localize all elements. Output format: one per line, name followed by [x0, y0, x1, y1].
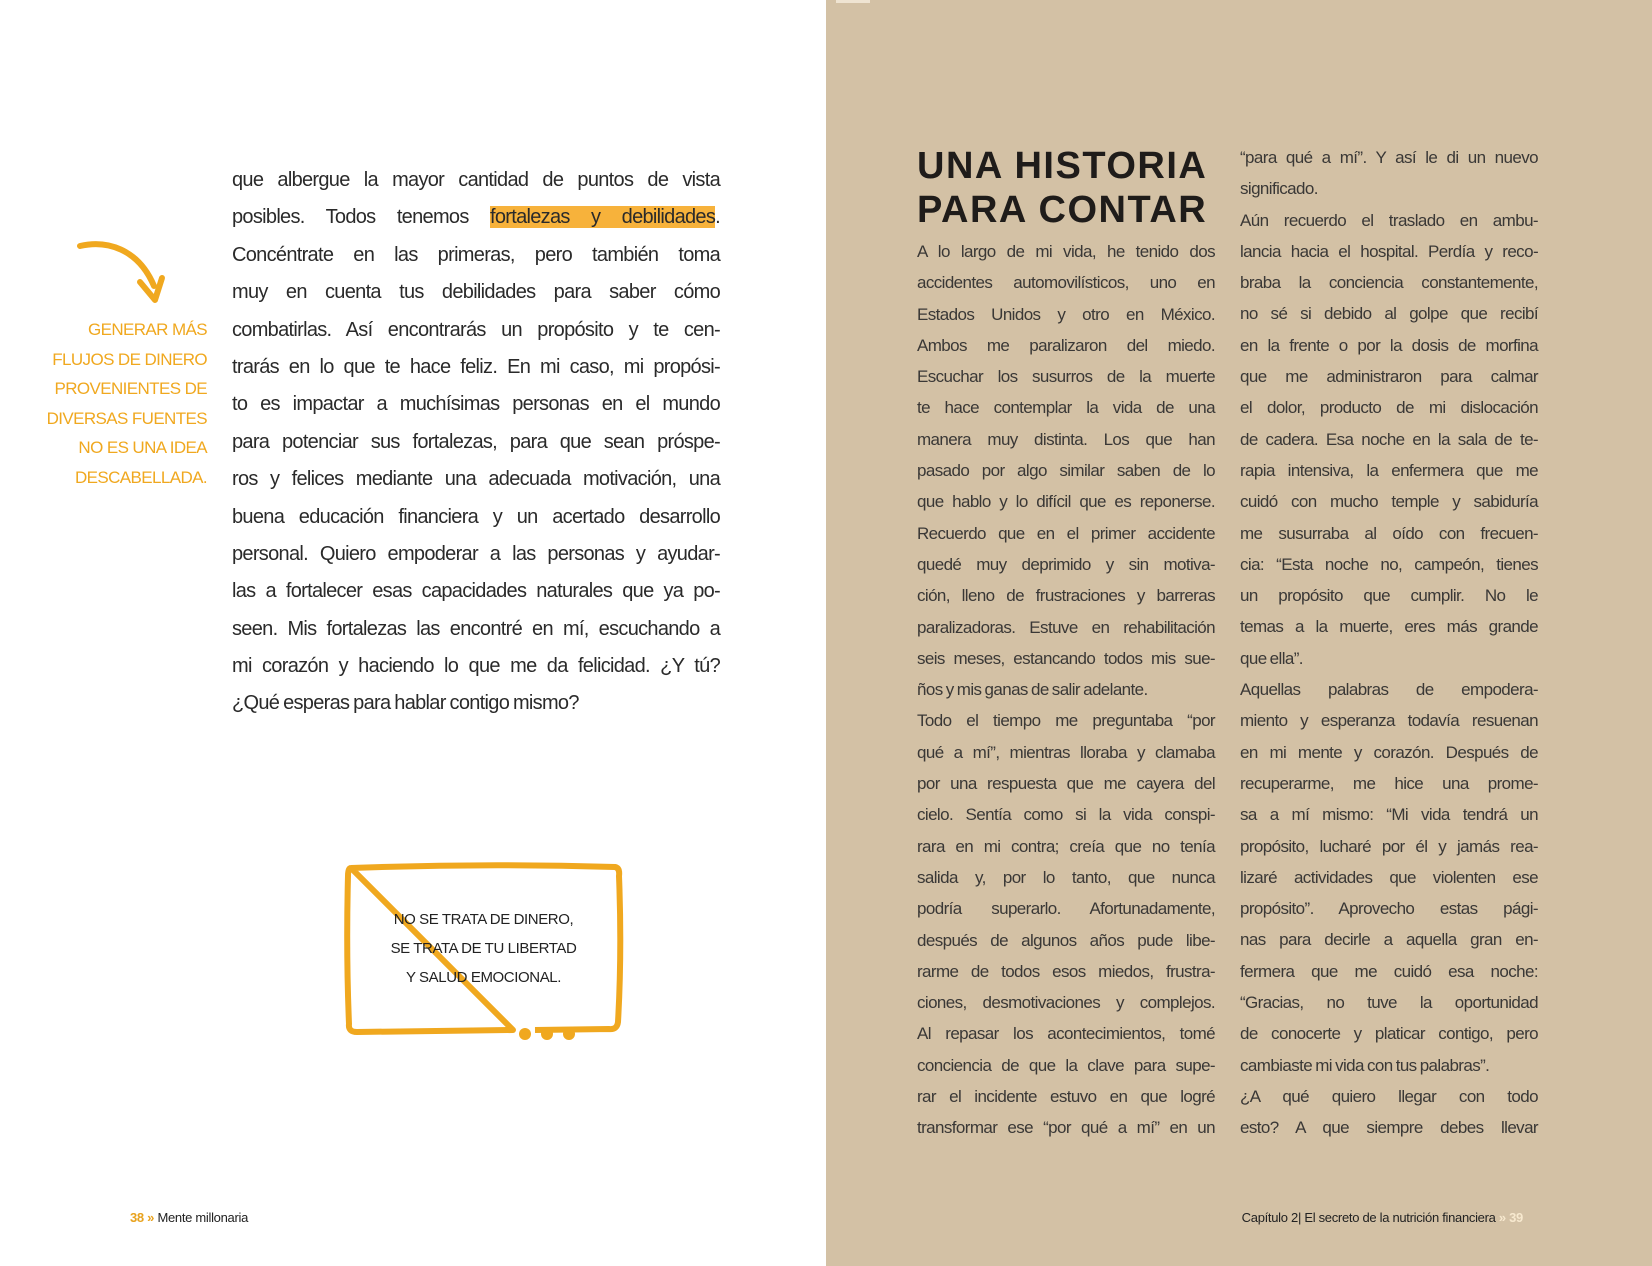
text-line: [232, 162, 720, 199]
quote-line: DIVERSAS FUENTES: [46, 408, 207, 428]
text-line: propósito”. Aprovecho estas pági-: [1240, 899, 1538, 919]
text-line: después de algunos años pude libe-: [917, 930, 1215, 950]
text-line: podría superarlo. Afortunadamente,: [917, 899, 1215, 919]
text-line: rar el incidente estuvo en que logré: [917, 1087, 1215, 1107]
text-line: [232, 274, 720, 311]
line-text: trarás en lo que te hace feliz. En mi caso, mi propósi-: [232, 355, 720, 378]
text-line: Ambos me paralizaron del miedo.: [917, 335, 1215, 355]
text-line: rapia intensiva, la enfermera que me: [1240, 460, 1538, 480]
text-line: salida y, por lo tanto, que nunca: [917, 867, 1215, 887]
text-line: [232, 424, 720, 461]
text-line: “Gracias, no tuve la oportunidad: [1240, 993, 1538, 1013]
dot-icon: [541, 1028, 553, 1040]
text-line: transformar ese “por qué a mí” en un: [917, 1118, 1215, 1138]
text-line: de conocerte y platicar contigo, pero: [1240, 1024, 1538, 1044]
text-line: Recuerdo que en el primer accidente: [917, 523, 1215, 543]
text-line: [232, 573, 720, 610]
text-line: recuperarme, me hice una prome-: [1240, 773, 1538, 793]
quote-line: FLUJOS DE DINERO: [52, 349, 207, 369]
text-line: por una respuesta que me cayera del: [917, 774, 1215, 794]
quote-line: NO ES UNA IDEA: [78, 438, 207, 457]
line-text: mi corazón y haciendo lo que me da felicidad. ¿Y tú?: [232, 655, 720, 678]
line-text: que albergue la mayor cantidad de puntos de vista: [232, 169, 720, 191]
text-line: te hace contemplar la vida de una: [917, 398, 1215, 418]
text-line: propósito, lucharé por él y jamás rea-: [1240, 836, 1538, 856]
quote-line: DESCABELLADA.: [74, 467, 207, 487]
text-line: de cadera. Esa noche en la sala de te-: [1240, 429, 1538, 449]
text-line: [232, 461, 720, 498]
text-line: quedé muy deprimido y sin motiva-: [917, 554, 1215, 574]
text-line: pasado por algo similar saben de lo: [917, 461, 1215, 481]
text-line: un propósito que cumplir. No le: [1240, 586, 1538, 606]
line-text: Concéntrate en las primeras, pero también toma: [232, 243, 720, 266]
text-line: cielo. Sentía como si la vida conspi-: [917, 805, 1215, 825]
text-line: [232, 312, 720, 349]
line-text: muy en cuenta tus debilidades para saber cómo: [232, 281, 720, 304]
text-line: [232, 199, 720, 236]
line-text: posibles. Todos tenemos: [232, 206, 490, 229]
line-text: personal. Quiero empoderar a las personas y ayudar-: [232, 542, 720, 565]
text-line: rarme de todos esos miedos, frustra-: [917, 961, 1215, 981]
text-line: Escuchar los susurros de la muerte: [917, 367, 1215, 387]
title-line: PARA CONTAR: [917, 189, 1208, 231]
line-text: para potenciar sus fortalezas, para que sean próspe-: [232, 430, 720, 453]
text-line: cia: “Esta noche no, campeón, tienes: [1240, 554, 1538, 574]
sidebar-quote: [30, 315, 207, 492]
text-line: fermera que me cuidó esa noche:: [1240, 961, 1538, 981]
text-line: ciones, desmotivaciones y complejos.: [917, 993, 1215, 1013]
text-line: miento y esperanza todavía resuenan: [1240, 711, 1538, 731]
dot-icon: [519, 1028, 531, 1040]
section-title: [917, 144, 1217, 232]
text-line: A lo largo de mi vida, he tenido dos: [917, 242, 1215, 261]
text-line: me susurraba al oído con frecuen-: [1240, 523, 1538, 543]
text-line: esto? A que siempre debes llevar: [1240, 1118, 1538, 1138]
text-line: accidentes automovilísticos, uno en: [917, 273, 1215, 293]
page-number: 38: [130, 1210, 144, 1225]
line-text: combatirlas. Así encontrarás un propósito y te cen-: [232, 318, 720, 341]
text-line: paralizadoras. Estuve en rehabilitación: [917, 617, 1215, 637]
quote-line: PROVENIENTES DE: [54, 379, 207, 398]
book-title: Mente millonaria: [157, 1210, 249, 1225]
text-line: [232, 611, 720, 648]
text-line: temas a la muerte, eres más grande: [1240, 617, 1538, 637]
chapter-label: Capítulo 2: [1241, 1210, 1298, 1225]
paragraph: [1240, 142, 1538, 205]
paragraph: [917, 236, 1215, 705]
footer-separator: »: [143, 1210, 158, 1225]
box-line: Y SALUD EMOCIONAL.: [405, 969, 562, 986]
chapter-title: El secreto de la nutrición financiera: [1301, 1210, 1496, 1225]
line-text: seen. Mis fortalezas las encontré en mí, escuchando a: [232, 617, 720, 640]
text-line: conciencia de que la clave para supe-: [917, 1055, 1215, 1075]
quote-line: GENERAR MÁS: [87, 320, 207, 339]
box-line: SE TRATA DE TU LIBERTAD: [390, 940, 577, 957]
text-line: significado.: [1240, 179, 1318, 199]
paragraph: [1240, 674, 1538, 1081]
footer-left: [130, 1210, 248, 1225]
text-line: que me administraron para calmar: [1240, 367, 1538, 387]
text-line: seis meses, estancando todos mis sue-: [917, 648, 1215, 668]
box-quote: [343, 905, 624, 992]
column-2: [1240, 142, 1538, 1144]
footer-separator: »: [1495, 1210, 1510, 1225]
text-line: Al repasar los acontecimientos, tomé: [917, 1024, 1215, 1044]
text-line: el dolor, producto de mi dislocación: [1240, 398, 1538, 418]
paragraph: [1240, 1081, 1538, 1144]
text-line: ¿A qué quiero llegar con todo: [1240, 1086, 1538, 1106]
text-line: manera muy distinta. Los que han: [917, 429, 1215, 449]
text-line: cambiaste mi vida con tus palabras”.: [1240, 1055, 1490, 1075]
text-line: Estados Unidos y otro en México.: [917, 304, 1215, 324]
text-line: Aquellas palabras de empodera-: [1240, 680, 1538, 700]
page-number: 39: [1509, 1210, 1523, 1225]
text-line: [232, 536, 720, 573]
text-line: [232, 499, 720, 536]
text-line: no sé si debido al golpe que recibí: [1240, 304, 1538, 324]
footer-divider: |: [1297, 1210, 1302, 1225]
line-text: ros y felices mediante una adecuada motivación, una: [232, 468, 720, 491]
text-line: sa a mí mismo: “Mi vida tendrá un: [1240, 805, 1538, 825]
text-line: [232, 386, 720, 423]
text-line: rara en mi contra; creía que no tenía: [917, 836, 1215, 856]
text-line: en la frente o por la dosis de morfina: [1240, 335, 1538, 355]
text-line: [232, 685, 720, 722]
line-text: ¿Qué esperas para hablar contigo mismo?: [232, 692, 579, 715]
text-line: Todo el tiempo me preguntaba “por: [917, 711, 1215, 731]
title-line: UNA HISTORIA: [917, 145, 1208, 187]
page-mark: [836, 0, 870, 3]
line-text: to es impactar a muchísimas personas en el mundo: [232, 393, 720, 416]
text-line: “para qué a mí”. Y así le di un nuevo: [1240, 148, 1538, 167]
line-text: buena educación financiera y un acertado desarrollo: [232, 505, 720, 528]
dot-icon: [563, 1028, 575, 1040]
footer-right: [1242, 1210, 1523, 1225]
text-line: ños y mis ganas de salir adelante.: [917, 680, 1148, 700]
text-line: braba la conciencia constantemente,: [1240, 273, 1538, 293]
paragraph: [917, 705, 1215, 1143]
text-line: qué a mí”, mientras lloraba y clamaba: [917, 742, 1215, 762]
body-text: [232, 162, 720, 723]
curved-arrow-icon: [76, 238, 168, 310]
text-line: [232, 648, 720, 685]
text-line: [232, 237, 720, 274]
text-line: [232, 349, 720, 386]
text-line: lancia hacia el hospital. Perdía y reco-: [1240, 241, 1538, 261]
text-line: cuidó con mucho temple y sabiduría: [1240, 492, 1538, 512]
text-line: nas para decirle a aquella gran en-: [1240, 930, 1538, 950]
line-text: .: [715, 206, 720, 229]
text-line: ción, lleno de frustraciones y barreras: [917, 586, 1215, 606]
text-line: que ella”.: [1240, 648, 1303, 668]
text-line: Aún recuerdo el traslado en ambu-: [1240, 210, 1538, 230]
text-line: lizaré actividades que violenten ese: [1240, 867, 1538, 887]
paragraph: [1240, 205, 1538, 674]
text-line: que hablo y lo difícil que es reponerse.: [917, 492, 1215, 512]
text-line: en mi mente y corazón. Después de: [1240, 742, 1538, 762]
box-line: NO SE TRATA DE DINERO,: [393, 911, 574, 928]
line-text: las a fortalecer esas capacidades naturales que ya po-: [232, 580, 720, 603]
column-1: [917, 236, 1215, 1144]
highlighted-text: fortalezas y debilidades: [489, 206, 716, 229]
